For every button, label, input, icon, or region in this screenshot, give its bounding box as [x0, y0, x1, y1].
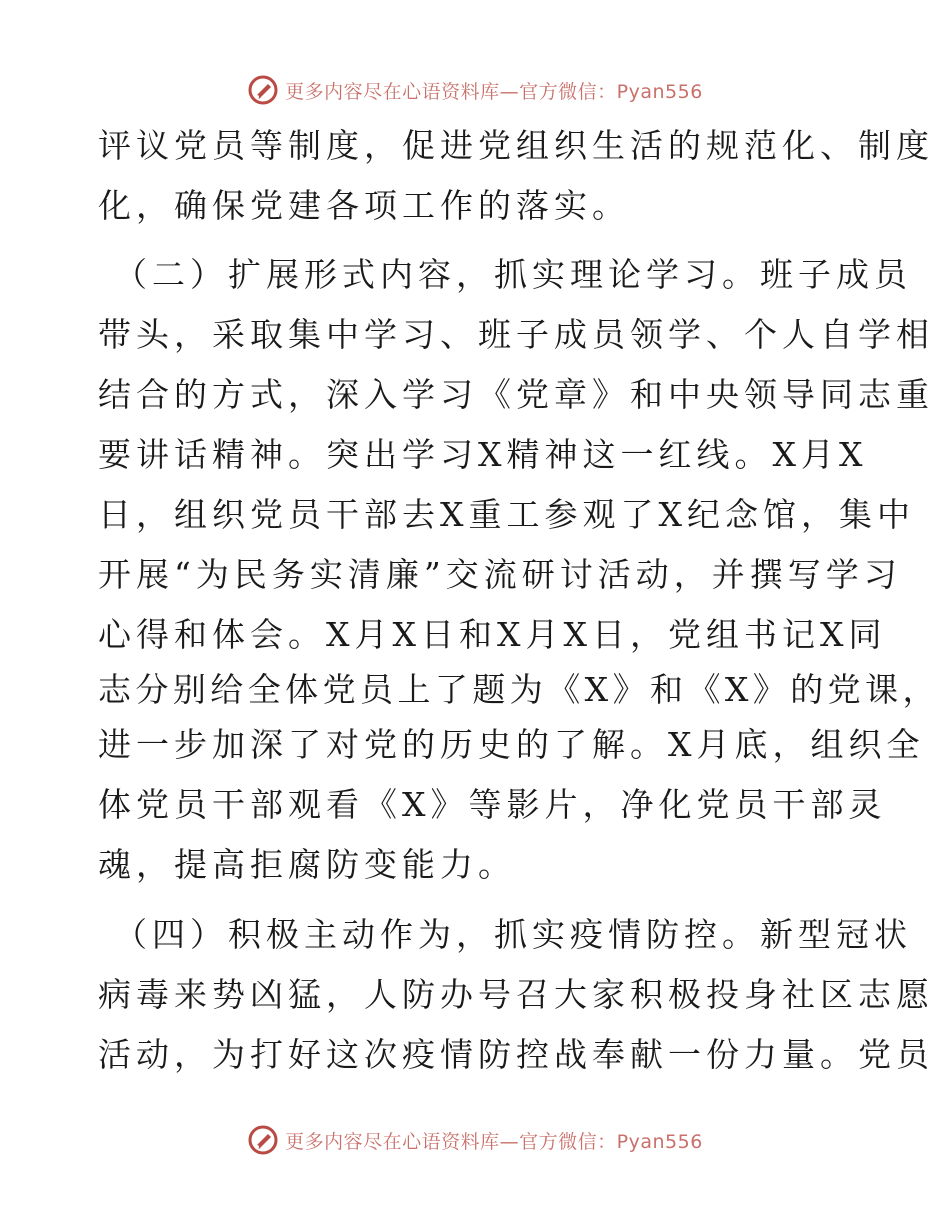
pen-seal-logo-icon — [247, 74, 279, 106]
footer-watermark — [0, 1120, 950, 1160]
text-line: 志分别给全体党员上了题为《X》和《X》的党课， — [98, 670, 940, 709]
text-line: 要讲话精神。突出学习X精神这一红线。X月X — [98, 435, 868, 474]
text-line: 魂，提高拒腐防变能力。 — [98, 845, 516, 884]
text-line: 病毒来势凶猛，人防办号召大家积极投身社区志愿 — [98, 975, 934, 1014]
section-heading-line: （二）扩展形式内容，抓实理论学习。班子成员 — [114, 255, 912, 294]
text-line: 活动，为打好这次疫情防控战奉献一份力量。党员 — [98, 1035, 934, 1074]
text-line: 体党员干部观看《X》等影片，净化党员干部灵 — [98, 785, 887, 824]
text-line: 评议党员等制度，促进党组织生活的规范化、制度 — [98, 126, 934, 165]
text-line: 结合的方式，深入学习《党章》和中央领导同志重 — [98, 375, 934, 414]
text-line: 化，确保党建各项工作的落实。 — [98, 186, 630, 225]
text-line: 日，组织党员干部去X重工参观了X纪念馆，集中 — [98, 495, 915, 534]
watermark-text: 更多内容尽在心语资料库—官方微信：Pyan556 — [285, 1130, 703, 1153]
text-line: 进一步加深了对党的历史的了解。X月底，组织全 — [98, 725, 925, 764]
text-line: 心得和体会。X月X日和X月X日，党组书记X同 — [98, 615, 887, 654]
text-line: 带头，采取集中学习、班子成员领学、个人自学相 — [98, 315, 934, 354]
text-line: 开展“为民务实清廉”交流研讨活动，并撰写学习 — [98, 555, 902, 594]
header-watermark — [0, 70, 950, 110]
pen-seal-logo-icon — [247, 1124, 279, 1156]
section-heading-line: （四）积极主动作为，抓实疫情防控。新型冠状 — [114, 915, 912, 954]
watermark-text: 更多内容尽在心语资料库—官方微信：Pyan556 — [285, 80, 703, 103]
